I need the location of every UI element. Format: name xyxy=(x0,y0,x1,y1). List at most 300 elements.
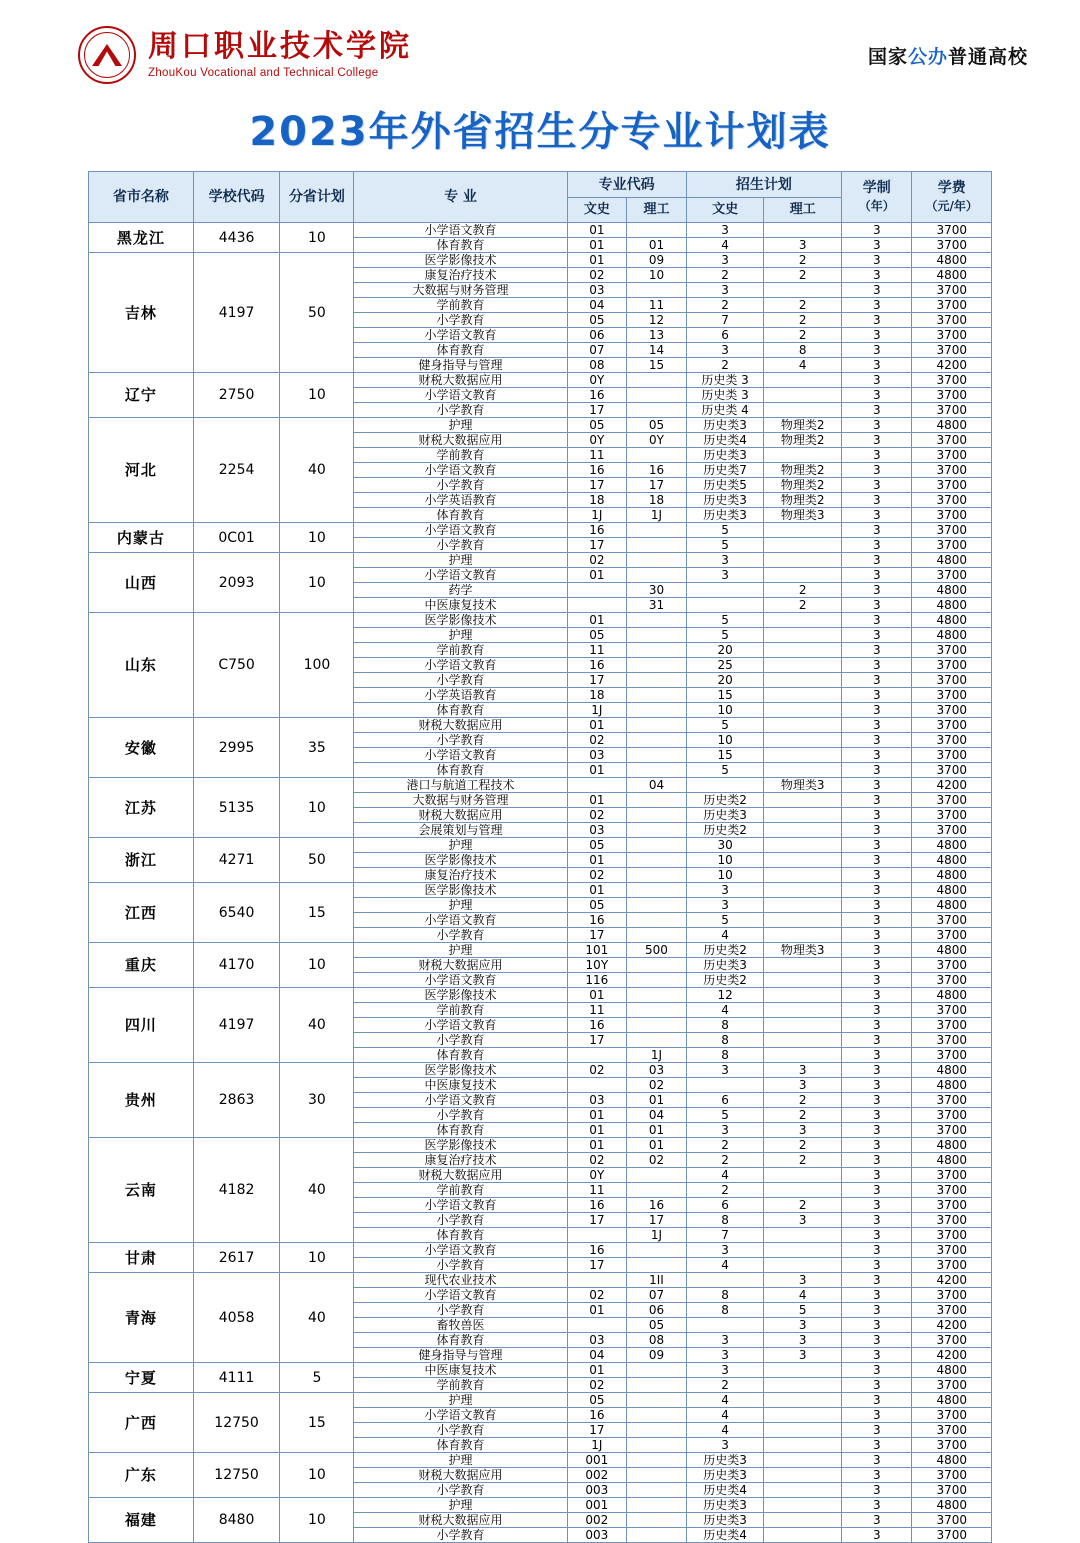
cell-major-code-wenshi: 02 xyxy=(567,733,627,748)
table-row xyxy=(89,1363,992,1378)
cell-plan-ligong: 3 xyxy=(764,1213,842,1228)
cell-province-plan: 35 xyxy=(280,718,354,778)
cell-plan-ligong xyxy=(764,793,842,808)
cell-plan-ligong xyxy=(764,1453,842,1468)
cell-plan-ligong xyxy=(764,1378,842,1393)
cell-fee: 3700 xyxy=(912,1378,992,1393)
table-row xyxy=(89,373,992,388)
cell-province-plan: 30 xyxy=(280,1063,354,1138)
cell-major-code-wenshi: 01 xyxy=(567,1363,627,1378)
cell-major: 护理 xyxy=(354,418,567,433)
cell-major: 健身指导与管理 xyxy=(354,1348,567,1363)
th-fee-line1: 学费 xyxy=(937,180,966,196)
cell-major-code-ligong: 31 xyxy=(627,598,687,613)
cell-fee: 3700 xyxy=(912,1513,992,1528)
cell-years: 3 xyxy=(842,418,912,433)
cell-major-code-wenshi: 01 xyxy=(567,988,627,1003)
cell-fee: 4800 xyxy=(912,418,992,433)
th-province-plan: 分省计划 xyxy=(280,172,354,223)
cell-major: 财税大数据应用 xyxy=(354,718,567,733)
cell-province-plan: 100 xyxy=(280,613,354,718)
cell-plan-ligong xyxy=(764,733,842,748)
cell-fee: 4200 xyxy=(912,358,992,373)
cell-plan-ligong xyxy=(764,808,842,823)
cell-plan-ligong: 8 xyxy=(764,343,842,358)
cell-years: 3 xyxy=(842,1003,912,1018)
cell-years: 3 xyxy=(842,1078,912,1093)
cell-major-code-wenshi: 17 xyxy=(567,673,627,688)
cell-major-code-ligong: 02 xyxy=(627,1078,687,1093)
cell-plan-wenshi: 15 xyxy=(686,748,764,763)
cell-plan-wenshi: 历史类 4 xyxy=(686,403,764,418)
badge-suffix: 普通高校 xyxy=(947,45,1028,68)
cell-major-code-wenshi: 08 xyxy=(567,358,627,373)
cell-years: 3 xyxy=(842,493,912,508)
cell-major-code-ligong xyxy=(627,283,687,298)
table-row xyxy=(89,988,992,1003)
cell-major-code-ligong xyxy=(627,553,687,568)
cell-major-code-wenshi: 01 xyxy=(567,793,627,808)
cell-fee: 3700 xyxy=(912,973,992,988)
cell-province: 广东 xyxy=(89,1453,194,1498)
cell-major-code-ligong xyxy=(627,1243,687,1258)
cell-years: 3 xyxy=(842,1198,912,1213)
cell-major: 小学语文教育 xyxy=(354,973,567,988)
cell-major-code-wenshi: 05 xyxy=(567,838,627,853)
cell-major-code-wenshi: 17 xyxy=(567,478,627,493)
cell-plan-ligong xyxy=(764,973,842,988)
cell-plan-wenshi: 6 xyxy=(686,1093,764,1108)
cell-province: 浙江 xyxy=(89,838,194,883)
cell-major-code-ligong: 05 xyxy=(627,418,687,433)
cell-major: 小学语文教育 xyxy=(354,388,567,403)
cell-years: 3 xyxy=(842,1048,912,1063)
cell-major-code-ligong: 07 xyxy=(627,1288,687,1303)
cell-major-code-wenshi: 11 xyxy=(567,643,627,658)
cell-plan-wenshi: 5 xyxy=(686,1108,764,1123)
cell-major-code-ligong xyxy=(627,673,687,688)
cell-plan-ligong xyxy=(764,898,842,913)
cell-fee: 4800 xyxy=(912,613,992,628)
cell-major-code-ligong: 01 xyxy=(627,238,687,253)
brand-text xyxy=(148,31,412,79)
cell-years: 3 xyxy=(842,1258,912,1273)
cell-plan-wenshi: 30 xyxy=(686,838,764,853)
cell-plan-wenshi: 4 xyxy=(686,1168,764,1183)
cell-major-code-ligong xyxy=(627,1258,687,1273)
cell-years: 3 xyxy=(842,328,912,343)
table-row xyxy=(89,1393,992,1408)
cell-years: 3 xyxy=(842,883,912,898)
cell-major-code-ligong: 01 xyxy=(627,1138,687,1153)
th-plan-ligong: 理工 xyxy=(764,198,842,223)
cell-major: 会展策划与管理 xyxy=(354,823,567,838)
cell-plan-wenshi: 3 xyxy=(686,283,764,298)
cell-major-code-ligong: 04 xyxy=(627,1108,687,1123)
cell-plan-wenshi: 8 xyxy=(686,1018,764,1033)
cell-major-code-wenshi: 03 xyxy=(567,1333,627,1348)
cell-years: 3 xyxy=(842,1243,912,1258)
cell-major-code-wenshi xyxy=(567,583,627,598)
cell-major-code-wenshi: 04 xyxy=(567,298,627,313)
cell-plan-wenshi: 历史类3 xyxy=(686,808,764,823)
cell-fee: 3700 xyxy=(912,403,992,418)
cell-major-code-wenshi: 03 xyxy=(567,748,627,763)
cell-major: 小学教育 xyxy=(354,403,567,418)
table-row xyxy=(89,838,992,853)
cell-major-code-wenshi: 02 xyxy=(567,808,627,823)
cell-plan-ligong xyxy=(764,1498,842,1513)
cell-fee: 3700 xyxy=(912,1033,992,1048)
cell-plan-wenshi xyxy=(686,598,764,613)
cell-major: 护理 xyxy=(354,838,567,853)
cell-major-code-ligong: 13 xyxy=(627,328,687,343)
cell-plan-wenshi: 15 xyxy=(686,688,764,703)
cell-major-code-wenshi: 16 xyxy=(567,1198,627,1213)
cell-province: 重庆 xyxy=(89,943,194,988)
cell-plan-wenshi: 3 xyxy=(686,1333,764,1348)
cell-plan-ligong xyxy=(764,523,842,538)
cell-major-code-ligong: 01 xyxy=(627,1123,687,1138)
cell-plan-wenshi: 历史类5 xyxy=(686,478,764,493)
cell-major-code-ligong xyxy=(627,913,687,928)
cell-province-plan: 10 xyxy=(280,1498,354,1543)
cell-school-code: 2254 xyxy=(193,418,280,523)
cell-plan-wenshi: 10 xyxy=(686,703,764,718)
cell-plan-wenshi: 历史类2 xyxy=(686,943,764,958)
cell-province: 辽宁 xyxy=(89,373,194,418)
cell-fee: 3700 xyxy=(912,703,992,718)
cell-plan-ligong xyxy=(764,928,842,943)
cell-major-code-wenshi: 1J xyxy=(567,508,627,523)
cell-major-code-ligong xyxy=(627,1393,687,1408)
cell-major: 康复治疗技术 xyxy=(354,1153,567,1168)
cell-major-code-wenshi: 0Y xyxy=(567,1168,627,1183)
cell-plan-wenshi: 2 xyxy=(686,268,764,283)
cell-major-code-wenshi: 16 xyxy=(567,523,627,538)
cell-plan-ligong xyxy=(764,1243,842,1258)
cell-major-code-ligong: 12 xyxy=(627,313,687,328)
cell-major-code-ligong xyxy=(627,1363,687,1378)
cell-fee: 3700 xyxy=(912,733,992,748)
cell-major: 护理 xyxy=(354,943,567,958)
cell-fee: 3700 xyxy=(912,763,992,778)
cell-plan-ligong: 3 xyxy=(764,1348,842,1363)
cell-years: 3 xyxy=(842,433,912,448)
cell-major-code-ligong: 18 xyxy=(627,493,687,508)
cell-fee: 3700 xyxy=(912,478,992,493)
cell-years: 3 xyxy=(842,1183,912,1198)
cell-plan-ligong xyxy=(764,1468,842,1483)
cell-plan-ligong xyxy=(764,448,842,463)
cell-plan-wenshi xyxy=(686,778,764,793)
cell-years: 3 xyxy=(842,1333,912,1348)
cell-years: 3 xyxy=(842,1528,912,1543)
cell-major-code-ligong xyxy=(627,958,687,973)
cell-years: 3 xyxy=(842,1093,912,1108)
cell-years: 3 xyxy=(842,928,912,943)
cell-plan-ligong xyxy=(764,1438,842,1453)
cell-plan-ligong: 3 xyxy=(764,1078,842,1093)
cell-school-code: 4058 xyxy=(193,1273,280,1363)
cell-major-code-ligong xyxy=(627,883,687,898)
cell-plan-ligong xyxy=(764,913,842,928)
cell-fee: 4800 xyxy=(912,868,992,883)
cell-plan-wenshi: 2 xyxy=(686,1153,764,1168)
cell-fee: 3700 xyxy=(912,373,992,388)
cell-plan-ligong xyxy=(764,703,842,718)
cell-plan-wenshi: 4 xyxy=(686,1393,764,1408)
cell-plan-wenshi: 5 xyxy=(686,613,764,628)
cell-years: 3 xyxy=(842,958,912,973)
cell-major-code-wenshi: 0Y xyxy=(567,433,627,448)
cell-major: 畜牧兽医 xyxy=(354,1318,567,1333)
cell-major: 康复治疗技术 xyxy=(354,868,567,883)
cell-major-code-wenshi: 01 xyxy=(567,718,627,733)
cell-years: 3 xyxy=(842,1213,912,1228)
cell-plan-wenshi: 2 xyxy=(686,1138,764,1153)
cell-years: 3 xyxy=(842,988,912,1003)
cell-major: 小学教育 xyxy=(354,733,567,748)
cell-major: 体育教育 xyxy=(354,508,567,523)
cell-major-code-ligong: 10 xyxy=(627,268,687,283)
cell-plan-wenshi: 8 xyxy=(686,1033,764,1048)
cell-school-code: 12750 xyxy=(193,1393,280,1453)
cell-major-code-wenshi: 05 xyxy=(567,628,627,643)
cell-major-code-wenshi: 02 xyxy=(567,1378,627,1393)
th-years-line2: （年） xyxy=(858,199,895,213)
cell-plan-wenshi: 5 xyxy=(686,763,764,778)
cell-plan-ligong: 2 xyxy=(764,328,842,343)
cell-plan-ligong xyxy=(764,283,842,298)
cell-plan-ligong xyxy=(764,388,842,403)
cell-major: 港口与航道工程技术 xyxy=(354,778,567,793)
cell-major: 体育教育 xyxy=(354,703,567,718)
cell-province-plan: 15 xyxy=(280,1393,354,1453)
cell-major: 医学影像技术 xyxy=(354,988,567,1003)
cell-major: 财税大数据应用 xyxy=(354,1513,567,1528)
cell-major: 体育教育 xyxy=(354,1123,567,1138)
th-major-code: 专业代码 xyxy=(567,172,686,198)
cell-major-code-ligong xyxy=(627,793,687,808)
cell-years: 3 xyxy=(842,1018,912,1033)
cell-plan-wenshi: 8 xyxy=(686,1303,764,1318)
th-code-wenshi: 文史 xyxy=(567,198,627,223)
cell-fee: 3700 xyxy=(912,673,992,688)
cell-plan-wenshi: 历史类2 xyxy=(686,973,764,988)
cell-fee: 3700 xyxy=(912,448,992,463)
cell-major-code-wenshi: 02 xyxy=(567,268,627,283)
cell-plan-ligong: 4 xyxy=(764,1288,842,1303)
cell-fee: 3700 xyxy=(912,313,992,328)
cell-fee: 3700 xyxy=(912,1408,992,1423)
cell-plan-ligong xyxy=(764,688,842,703)
cell-major: 医学影像技术 xyxy=(354,853,567,868)
cell-major-code-wenshi xyxy=(567,1078,627,1093)
cell-fee: 3700 xyxy=(912,283,992,298)
cell-fee: 3700 xyxy=(912,1243,992,1258)
cell-major-code-wenshi xyxy=(567,778,627,793)
cell-major: 财税大数据应用 xyxy=(354,433,567,448)
cell-fee: 3700 xyxy=(912,433,992,448)
cell-fee: 3700 xyxy=(912,658,992,673)
cell-province: 内蒙古 xyxy=(89,523,194,553)
cell-major: 学前教育 xyxy=(354,1003,567,1018)
cell-plan-wenshi: 4 xyxy=(686,1003,764,1018)
cell-major-code-wenshi: 01 xyxy=(567,1108,627,1123)
cell-major-code-wenshi: 116 xyxy=(567,973,627,988)
cell-school-code: 8480 xyxy=(193,1498,280,1543)
cell-plan-wenshi: 8 xyxy=(686,1213,764,1228)
cell-fee: 3700 xyxy=(912,808,992,823)
cell-major-code-ligong: 1J xyxy=(627,508,687,523)
cell-plan-ligong xyxy=(764,538,842,553)
cell-years: 3 xyxy=(842,673,912,688)
cell-years: 3 xyxy=(842,568,912,583)
cell-major-code-wenshi: 01 xyxy=(567,883,627,898)
cell-plan-wenshi: 历史类4 xyxy=(686,433,764,448)
cell-major: 护理 xyxy=(354,1453,567,1468)
cell-major-code-ligong: 500 xyxy=(627,943,687,958)
th-major: 专 业 xyxy=(354,172,567,223)
cell-province: 山西 xyxy=(89,553,194,613)
cell-major-code-ligong: 15 xyxy=(627,358,687,373)
cell-major-code-ligong xyxy=(627,973,687,988)
cell-major-code-ligong xyxy=(627,763,687,778)
cell-major-code-ligong xyxy=(627,1018,687,1033)
cell-plan-wenshi: 历史类 3 xyxy=(686,388,764,403)
cell-major-code-wenshi: 01 xyxy=(567,613,627,628)
cell-plan-wenshi: 历史类2 xyxy=(686,793,764,808)
cell-plan-ligong xyxy=(764,613,842,628)
cell-major: 财税大数据应用 xyxy=(354,1168,567,1183)
cell-major-code-wenshi: 16 xyxy=(567,1018,627,1033)
cell-plan-wenshi: 4 xyxy=(686,928,764,943)
cell-plan-wenshi: 历史类2 xyxy=(686,823,764,838)
cell-fee: 4800 xyxy=(912,1363,992,1378)
cell-fee: 3700 xyxy=(912,958,992,973)
cell-fee: 3700 xyxy=(912,388,992,403)
cell-fee: 4800 xyxy=(912,253,992,268)
cell-plan-wenshi: 历史类3 xyxy=(686,958,764,973)
cell-years: 3 xyxy=(842,748,912,763)
cell-major: 小学语文教育 xyxy=(354,1243,567,1258)
cell-major: 护理 xyxy=(354,1498,567,1513)
cell-major-code-wenshi: 003 xyxy=(567,1483,627,1498)
cell-plan-ligong xyxy=(764,643,842,658)
cell-province: 河北 xyxy=(89,418,194,523)
cell-fee: 3700 xyxy=(912,1303,992,1318)
cell-plan-wenshi: 3 xyxy=(686,1363,764,1378)
cell-major-code-ligong: 1J xyxy=(627,1048,687,1063)
cell-plan-wenshi: 20 xyxy=(686,673,764,688)
cell-major-code-wenshi: 07 xyxy=(567,343,627,358)
cell-major-code-wenshi: 0Y xyxy=(567,373,627,388)
cell-major-code-ligong xyxy=(627,838,687,853)
cell-province: 黑龙江 xyxy=(89,223,194,253)
cell-plan-wenshi: 5 xyxy=(686,538,764,553)
cell-major-code-wenshi: 01 xyxy=(567,238,627,253)
cell-major-code-ligong xyxy=(627,1378,687,1393)
cell-major: 小学教育 xyxy=(354,1033,567,1048)
cell-major: 学前教育 xyxy=(354,298,567,313)
th-fee xyxy=(912,172,992,223)
cell-province-plan: 10 xyxy=(280,943,354,988)
cell-fee: 3700 xyxy=(912,1168,992,1183)
cell-major: 小学教育 xyxy=(354,1213,567,1228)
cell-years: 3 xyxy=(842,1378,912,1393)
cell-major-code-ligong xyxy=(627,388,687,403)
plan-table-wrap xyxy=(0,171,1080,1543)
cell-province: 宁夏 xyxy=(89,1363,194,1393)
cell-plan-wenshi: 5 xyxy=(686,523,764,538)
cell-plan-ligong xyxy=(764,1168,842,1183)
cell-major-code-ligong xyxy=(627,703,687,718)
cell-fee: 4800 xyxy=(912,598,992,613)
cell-school-code: 2093 xyxy=(193,553,280,613)
cell-plan-ligong: 2 xyxy=(764,1153,842,1168)
cell-major-code-wenshi: 001 xyxy=(567,1498,627,1513)
cell-fee: 3700 xyxy=(912,1483,992,1498)
cell-province: 江苏 xyxy=(89,778,194,838)
cell-major: 体育教育 xyxy=(354,1048,567,1063)
cell-major-code-wenshi: 003 xyxy=(567,1528,627,1543)
cell-plan-wenshi: 3 xyxy=(686,1123,764,1138)
cell-major-code-wenshi xyxy=(567,598,627,613)
cell-major: 小学语文教育 xyxy=(354,328,567,343)
table-row xyxy=(89,718,992,733)
cell-province: 安徽 xyxy=(89,718,194,778)
cell-major: 小学教育 xyxy=(354,1303,567,1318)
cell-plan-wenshi: 历史类3 xyxy=(686,508,764,523)
cell-plan-wenshi: 历史类3 xyxy=(686,1468,764,1483)
cell-plan-ligong: 物理类2 xyxy=(764,463,842,478)
cell-plan-ligong: 物理类2 xyxy=(764,418,842,433)
table-row xyxy=(89,613,992,628)
cell-plan-ligong: 物理类3 xyxy=(764,943,842,958)
cell-fee: 3700 xyxy=(912,1048,992,1063)
cell-plan-ligong xyxy=(764,1003,842,1018)
cell-plan-wenshi: 3 xyxy=(686,1063,764,1078)
table-row xyxy=(89,1273,992,1288)
cell-years: 3 xyxy=(842,688,912,703)
cell-fee: 3700 xyxy=(912,1003,992,1018)
cell-major-code-ligong xyxy=(627,988,687,1003)
cell-years: 3 xyxy=(842,313,912,328)
cell-years: 3 xyxy=(842,1423,912,1438)
cell-plan-wenshi: 3 xyxy=(686,223,764,238)
cell-years: 3 xyxy=(842,223,912,238)
cell-plan-ligong: 2 xyxy=(764,1138,842,1153)
cell-major-code-ligong xyxy=(627,448,687,463)
cell-school-code: 4436 xyxy=(193,223,280,253)
cell-school-code: 12750 xyxy=(193,1453,280,1498)
cell-years: 3 xyxy=(842,1513,912,1528)
cell-major-code-wenshi: 01 xyxy=(567,568,627,583)
cell-major-code-wenshi: 1J xyxy=(567,1438,627,1453)
cell-major-code-wenshi: 01 xyxy=(567,1138,627,1153)
cell-years: 3 xyxy=(842,853,912,868)
cell-years: 3 xyxy=(842,793,912,808)
badge-highlight: 公办 xyxy=(907,45,948,68)
cell-school-code: 4197 xyxy=(193,988,280,1063)
cell-major-code-wenshi: 01 xyxy=(567,853,627,868)
cell-fee: 3700 xyxy=(912,793,992,808)
cell-major: 小学教育 xyxy=(354,673,567,688)
cell-plan-wenshi xyxy=(686,1273,764,1288)
cell-major: 护理 xyxy=(354,628,567,643)
cell-fee: 4800 xyxy=(912,838,992,853)
